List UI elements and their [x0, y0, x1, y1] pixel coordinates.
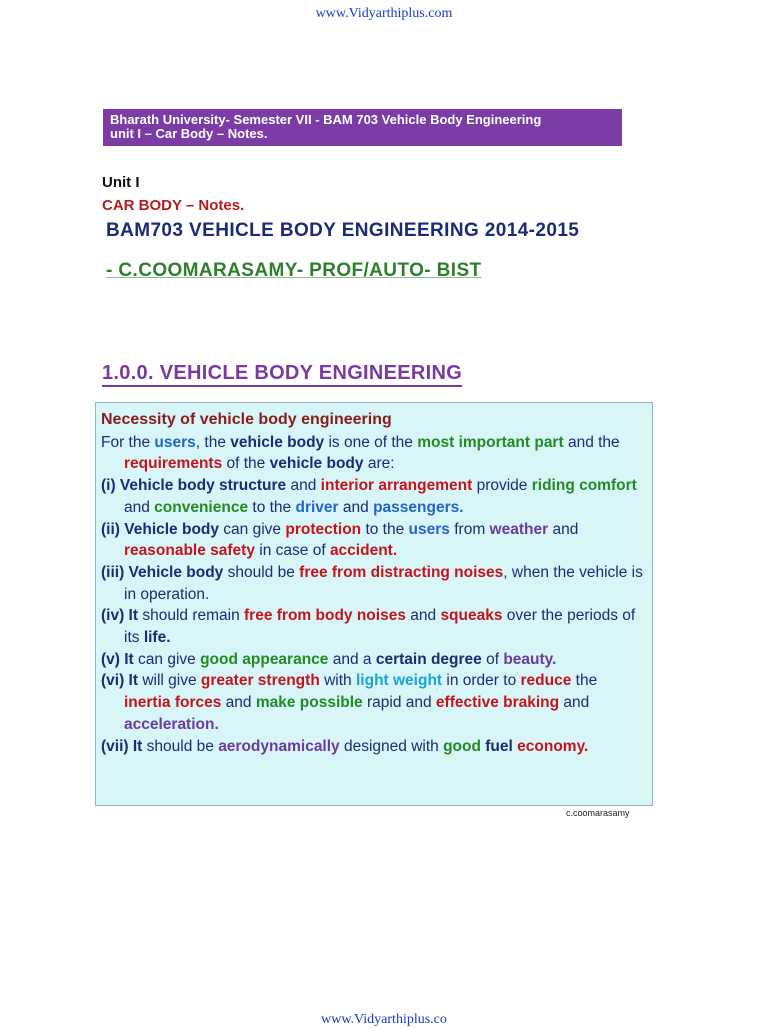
body-text: can give [219, 520, 286, 538]
body-text: is one of the [324, 433, 418, 451]
body-text: and a [328, 650, 376, 668]
banner-line-1: Bharath University- Semester VII - BAM 703 Vehicle Body Engineering [110, 112, 542, 127]
point-7 [101, 736, 648, 758]
highlighted-text: squeaks [440, 607, 503, 625]
footer-url-link[interactable]: www.Vidyarthiplus.co [321, 1012, 447, 1027]
body-text: and the [563, 433, 620, 451]
body-text: to the [248, 498, 296, 516]
body-text: , the [195, 433, 231, 451]
body-text: and [338, 498, 374, 516]
banner-line-2: unit I – Car Body – Notes. [110, 126, 268, 141]
highlighted-text: accident. [329, 542, 398, 560]
header-url-link[interactable]: www.Vidyarthiplus.com [315, 6, 453, 21]
body-text: designed with [339, 737, 444, 755]
highlighted-text: users [154, 433, 196, 451]
body-text: For the [101, 433, 155, 451]
highlighted-text: economy. [517, 737, 589, 755]
body-text: , when the vehicle is in operation. [124, 563, 643, 603]
body-text: and [548, 520, 579, 538]
body-text: of the [222, 455, 270, 473]
unit-label: Unit I [102, 174, 140, 191]
highlighted-text: convenience [154, 498, 249, 516]
highlighted-text: reasonable safety [124, 542, 255, 560]
highlighted-text: requirements [124, 455, 223, 473]
highlighted-text: (vi) It [101, 672, 139, 690]
body-text: and [405, 607, 441, 625]
highlighted-text: good [443, 737, 481, 755]
highlighted-text: (ii) Vehicle body [101, 520, 219, 538]
body-text: in order to [442, 672, 521, 690]
body-text: can give [133, 650, 201, 668]
highlighted-text: (i) Vehicle body structure [101, 477, 287, 495]
highlighted-text: reduce [520, 672, 572, 690]
highlighted-text: free from distracting noises [299, 563, 504, 581]
box-title: Necessity of vehicle body engineering [101, 411, 392, 428]
highlighted-text: passengers. [373, 498, 464, 516]
point-3 [101, 562, 648, 605]
highlighted-text: (v) It [101, 650, 134, 668]
body-text: of [481, 650, 504, 668]
point-6 [101, 670, 648, 735]
body-text: the [571, 672, 598, 690]
body-text: with [319, 672, 356, 690]
highlighted-text: (iii) Vehicle body [101, 563, 224, 581]
body-text: will give [138, 672, 201, 690]
body-text: should be [142, 737, 219, 755]
body-text: and [124, 498, 155, 516]
highlighted-text: make possible [255, 694, 363, 712]
highlighted-text: certain degree [375, 650, 482, 668]
highlighted-text: greater strength [200, 672, 320, 690]
highlighted-text: effective braking [435, 694, 560, 712]
highlighted-text: users [408, 520, 450, 538]
intro-paragraph [101, 432, 648, 475]
body-text: to the [361, 520, 409, 538]
highlighted-text: aerodynamically [218, 737, 340, 755]
author-line: - C.COOMARASAMY- PROF/AUTO- BIST [106, 260, 482, 281]
highlighted-text: vehicle body [269, 455, 364, 473]
highlighted-text: inertia forces [124, 694, 222, 712]
highlighted-text: vehicle body [230, 433, 325, 451]
point-5 [101, 649, 648, 671]
highlighted-text: acceleration. [124, 715, 219, 733]
point-4 [101, 605, 648, 648]
course-title: BAM703 VEHICLE BODY ENGINEERING 2014-2015 [106, 220, 580, 241]
body-text: should be [223, 563, 300, 581]
highlighted-text: free from body noises [244, 607, 406, 625]
highlighted-text: interior arrangement [320, 477, 473, 495]
highlighted-text: riding comfort [531, 477, 637, 495]
highlighted-text: life. [143, 629, 171, 647]
body-text: and [221, 694, 256, 712]
highlighted-text: (iv) It [101, 607, 139, 625]
body-text: in case of [254, 542, 330, 560]
highlighted-text: fuel [485, 737, 513, 755]
body-text: over the periods of its [124, 607, 636, 647]
highlighted-text: (vii) It [101, 737, 143, 755]
notes-box [95, 402, 653, 806]
body-text: are: [363, 455, 395, 473]
highlighted-text: protection [285, 520, 362, 538]
body-text: and [559, 694, 590, 712]
course-banner [103, 109, 622, 146]
highlighted-text: beauty. [503, 650, 557, 668]
highlighted-text: weather [489, 520, 549, 538]
body-text: from [449, 520, 490, 538]
highlighted-text: driver [295, 498, 339, 516]
highlighted-text: most important part [417, 433, 564, 451]
body-text: and [286, 477, 321, 495]
point-2 [101, 519, 648, 562]
point-1 [101, 475, 648, 518]
body-text: should remain [138, 607, 245, 625]
section-heading: 1.0.0. VEHICLE BODY ENGINEERING [102, 361, 462, 387]
body-text: rapid and [362, 694, 436, 712]
highlighted-text: good appearance [200, 650, 329, 668]
signature: c.coomarasamy [566, 808, 630, 818]
highlighted-text: light weight [355, 672, 443, 690]
car-body-label: CAR BODY – Notes. [102, 197, 245, 214]
body-text: provide [472, 477, 532, 495]
